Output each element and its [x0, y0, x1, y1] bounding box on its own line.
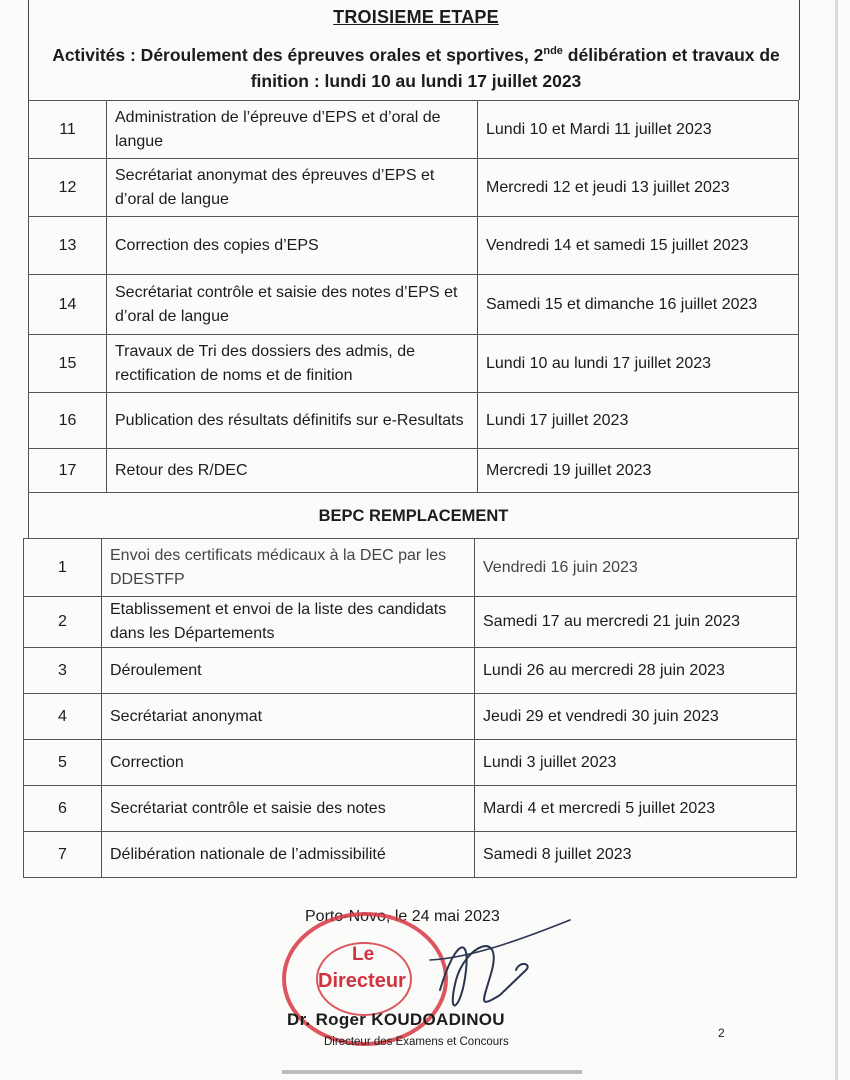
- row-number: 7: [24, 832, 102, 878]
- row-activity: Secrétariat anonymat des épreuves d’EPS et d’oral de langue: [107, 159, 478, 217]
- row-date: Vendredi 16 juin 2023: [475, 539, 797, 597]
- row-number: 14: [29, 275, 107, 335]
- activities-superscript: nde: [543, 45, 563, 57]
- signer-name: Dr. Roger KOUDOADINOU: [287, 1010, 505, 1029]
- table-row: [29, 335, 799, 393]
- table-row: [24, 786, 797, 832]
- row-date: Samedi 17 au mercredi 21 juin 2023: [475, 597, 797, 648]
- schedule-table-bepc-remplacement: [23, 538, 797, 878]
- table-row: [24, 539, 797, 597]
- schedule-table-troisieme-etape: [28, 100, 799, 539]
- row-activity: Publication des résultats définitifs sur e-Resultats: [107, 393, 478, 449]
- step-title: TROISIEME ETAPE: [333, 7, 499, 27]
- table-row: [24, 740, 797, 786]
- row-number: 1: [24, 539, 102, 597]
- row-activity: Secrétariat anonymat: [102, 694, 475, 740]
- row-date: Mardi 4 et mercredi 5 juillet 2023: [475, 786, 797, 832]
- row-number: 4: [24, 694, 102, 740]
- table-row: [29, 393, 799, 449]
- row-activity: Secrétariat contrôle et saisie des notes: [102, 786, 475, 832]
- row-activity: Correction: [102, 740, 475, 786]
- row-number: 17: [29, 449, 107, 493]
- row-date: Mercredi 19 juillet 2023: [478, 449, 799, 493]
- page-bottom-edge: [282, 1070, 582, 1074]
- table-row: [29, 449, 799, 493]
- table-row: [29, 275, 799, 335]
- section-title: BEPC REMPLACEMENT: [29, 493, 799, 539]
- place-and-date: Porto-Novo, le 24 mai 2023: [305, 908, 500, 925]
- row-activity: Correction des copies d’EPS: [107, 217, 478, 275]
- section-row: [29, 493, 799, 539]
- row-date: Lundi 10 au lundi 17 juillet 2023: [478, 335, 799, 393]
- signer-role: Directeur des Examens et Concours: [324, 1036, 509, 1048]
- row-activity: Retour des R/DEC: [107, 449, 478, 493]
- activities-heading: [40, 38, 792, 94]
- table-row: [29, 101, 799, 159]
- table-row: [29, 159, 799, 217]
- row-date: Vendredi 14 et samedi 15 juillet 2023: [478, 217, 799, 275]
- row-number: 6: [24, 786, 102, 832]
- table-row: [24, 597, 797, 648]
- row-number: 2: [24, 597, 102, 648]
- stamp-text-directeur: Directeur: [318, 970, 406, 992]
- row-number: 11: [29, 101, 107, 159]
- page-number: 2: [718, 1026, 725, 1040]
- row-date: Lundi 3 juillet 2023: [475, 740, 797, 786]
- row-number: 13: [29, 217, 107, 275]
- row-date: Samedi 15 et dimanche 16 juillet 2023: [478, 275, 799, 335]
- table-row: [29, 217, 799, 275]
- stamp-text-le: Le: [352, 944, 375, 965]
- row-number: 5: [24, 740, 102, 786]
- row-date: Lundi 26 au mercredi 28 juin 2023: [475, 648, 797, 694]
- row-date: Mercredi 12 et jeudi 13 juillet 2023: [478, 159, 799, 217]
- row-activity: Secrétariat contrôle et saisie des notes d’EPS et d’oral de langue: [107, 275, 478, 335]
- row-date: Lundi 17 juillet 2023: [478, 393, 799, 449]
- table-row: [24, 694, 797, 740]
- activities-text-2: délibération et travaux de finition : lundi 10 au lundi 17 juillet 2023: [250, 44, 780, 91]
- row-activity: Envoi des certificats médicaux à la DEC par les DDESTFP: [102, 539, 475, 597]
- row-date: Samedi 8 juillet 2023: [475, 832, 797, 878]
- row-number: 12: [29, 159, 107, 217]
- row-number: 16: [29, 393, 107, 449]
- table-row: [24, 832, 797, 878]
- row-date: Jeudi 29 et vendredi 30 juin 2023: [475, 694, 797, 740]
- row-activity: Etablissement et envoi de la liste des candidats dans les Départements: [102, 597, 475, 648]
- row-number: 3: [24, 648, 102, 694]
- table-row: [24, 648, 797, 694]
- row-activity: Délibération nationale de l’admissibilité: [102, 832, 475, 878]
- activities-text-1: Activités : Déroulement des épreuves orales et sportives, 2: [52, 44, 544, 65]
- row-activity: Déroulement: [102, 648, 475, 694]
- row-number: 15: [29, 335, 107, 393]
- row-date: Lundi 10 et Mardi 11 juillet 2023: [478, 101, 799, 159]
- page-edge: [835, 0, 838, 1080]
- row-activity: Administration de l’épreuve d’EPS et d’oral de langue: [107, 101, 478, 159]
- row-activity: Travaux de Tri des dossiers des admis, de rectification de noms et de finition: [107, 335, 478, 393]
